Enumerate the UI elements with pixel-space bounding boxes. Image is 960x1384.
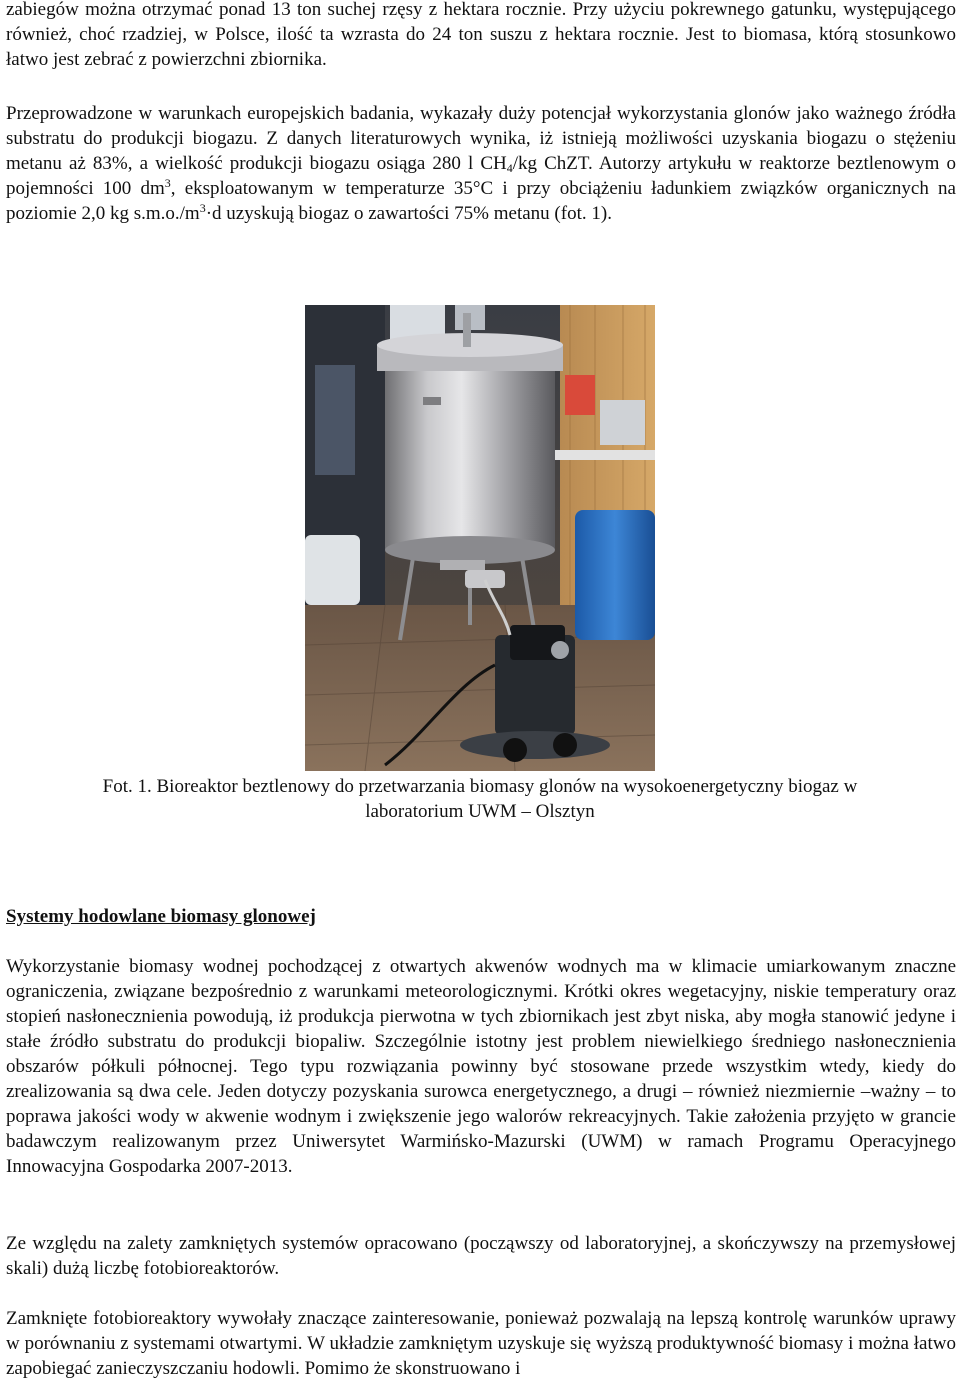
research-paragraph (6, 101, 956, 226)
intro-text: zabiegów można otrzymać ponad 13 ton suchej rzęsy z hektara rocznie. Przy użyciu pokrewnego gatunku, występującego również, choć rzadziej, w Polsce, ilość ta wzrasta do 24 ton suszu z hektara rocznie. Jest to biomasa, którą stosunkowo łatwo jest zebrać z powierzchni zbiornika. (6, 0, 956, 70)
bioreactor-photo (305, 305, 655, 771)
ch4-subscript: 4 (506, 161, 513, 175)
section-heading: Systemy hodowlane biomasy glonowej (6, 906, 316, 927)
section-paragraph-2-text: Ze względu na zalety zamkniętych systemów opracowano (począwszy od laboratoryjnej, a skończywszy na przemysłowej skali) dużą liczbę fotobioreaktorów. (6, 1233, 956, 1279)
section-paragraph-3 (6, 1306, 956, 1381)
intro-paragraph (6, 0, 956, 72)
figure-caption (0, 774, 960, 824)
caption-line-1: Fot. 1. Bioreaktor beztlenowy do przetwarzania biomasy glonów na wysokoenergetyczny biogaz w (102, 776, 858, 797)
research-text-1: Przeprowadzone w warunkach europejskich badania, wykazały duży potencjał wykorzystania glonów jako ważnego źródła substratu do produkcji biogazu. Z danych literaturowych wynika, iż istnieją możliwości uzyskania biogazu o stężeniu metanu aż 83%, a wielkość produkcji biogazu osiąga 280 l CH (6, 103, 956, 174)
section-paragraph-1 (6, 954, 956, 1179)
dm3-superscript: 3 (164, 176, 171, 190)
research-text-2: /kg ChZT. Autorzy artykułu w reaktorze beztlenowym o pojemności 100 dm (6, 153, 957, 199)
caption-line-2: laboratorium UWM – Olsztyn (365, 801, 595, 822)
m3-superscript: 3 (199, 201, 206, 215)
section-paragraph-1-text: Wykorzystanie biomasy wodnej pochodzącej z otwartych akwenów wodnych ma w klimacie umiarkowanym znaczne ograniczenia, związane bezpośrednio z warunkami meteorologicznymi. Krótki okres wegetacyjny, niskie temperatury oraz stopień nasłonecznienia powodują, iż produkcja pierwotna w tych zbiornikach jest zbyt niska, aby mogła stanowić jedyne i stałe źródło substratu do produkcji biopaliw. Szczególnie istotny jest problem niewielkiego średniego nasłonecznienia obszarów półkuli północnej. Tego typu rozwiązania powinny być stosowane przede wszystkim wtedy, kiedy do zrealizowania są dwa cele. Jeden dotyczy pozyskania surowca energetycznego, a drugi – również niezmiernie –ważny – to poprawa jakości wody w akwenie wodnym i zwiększenie jego walorów rekreacyjnych. Takie założenia przyjęto w grancie badawczym realizowanym przez Uniwersytet Warmińsko-Mazurski (UWM) w ramach Programu Operacyjnego Innowacyjna Gospodarka 2007-2013. (6, 956, 956, 1177)
section-paragraph-2 (6, 1231, 956, 1281)
research-text-4: ·d uzyskują biogaz o zawartości 75% metanu (fot. 1). (205, 203, 612, 224)
section-paragraph-3-text: Zamknięte fotobioreaktory wywołały znaczące zainteresowanie, ponieważ pozwalają na lepszą kontrolę warunków uprawy w porównaniu z systemami otwartymi. W układzie zamkniętym uzyskuje się wyższą produktywność biomasy i można łatwo zapobiegać zanieczyszczaniu hodowli. Pomimo że skonstruowano i (6, 1308, 956, 1379)
research-text-3: , eksploatowanym w temperaturze 35°C i przy obciążeniu ładunkiem związków organicznych na poziomie 2,0 kg s.m.o./m (6, 178, 956, 224)
